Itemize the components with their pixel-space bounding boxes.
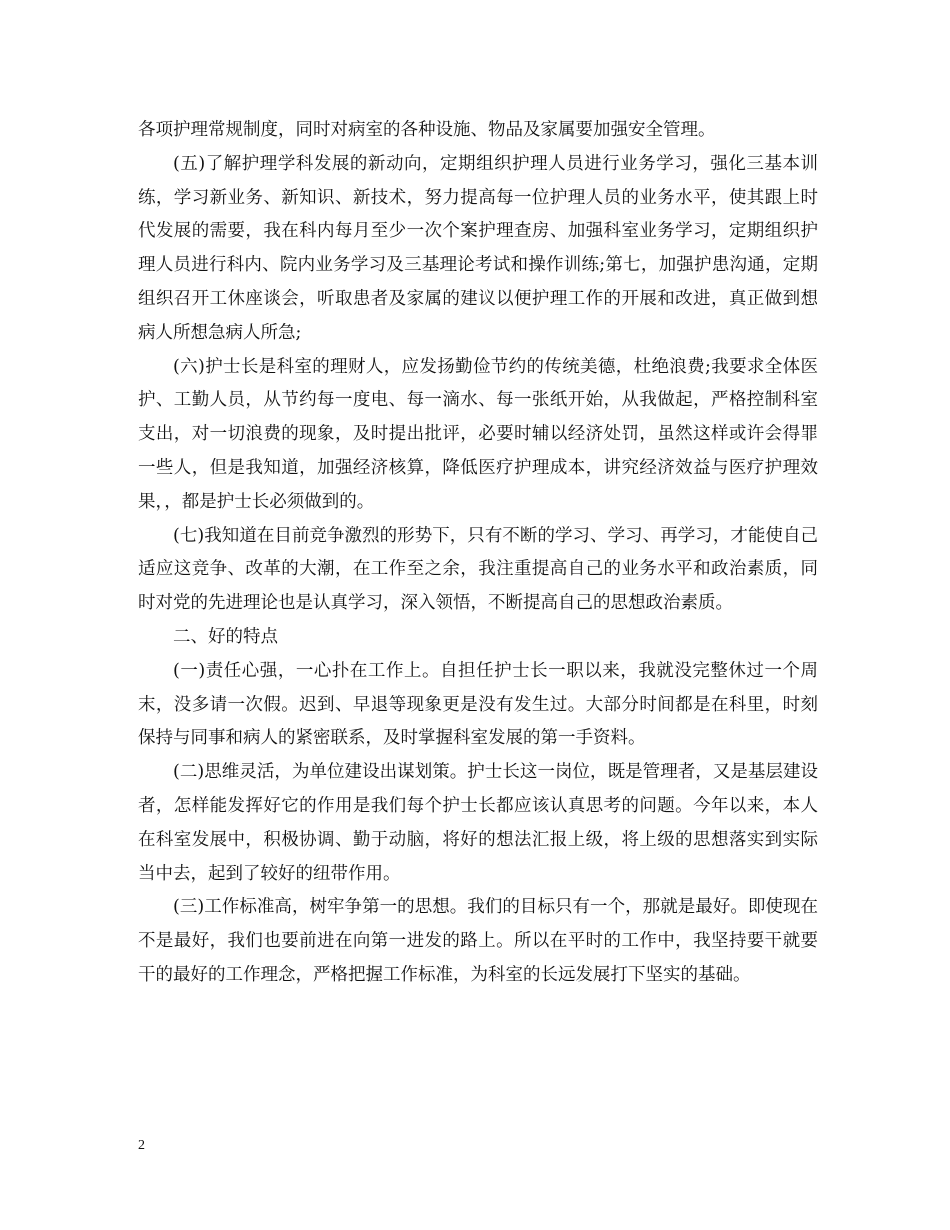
paragraph-continuation: 各项护理常规制度，同时对病室的各种设施、物品及家属要加强安全管理。 (138, 120, 716, 140)
paragraph-strength-one: (一)责任心强，一心扑在工作上。自担任护士长一职以来，我就没完整休过一个周末，没多请一次假。迟到、早退等现象更是没有发生过。大部分时间都是在科里，时刻保持与同事和病人的紧密联系，及时掌握科室发展的第一手资料。 (138, 660, 818, 749)
paragraph-item-seven: (七)我知道在目前竞争激烈的形势下，只有不断的学习、学习、再学习，才能使自己适应这竞争、改革的大潮，在工作至之余，我注重提高自己的业务水平和政治素质，同时对党的先进理论也是认真学习，深入领悟，不断提高自己的思想政治素质。 (138, 525, 818, 614)
page-number: 2 (138, 1138, 145, 1153)
paragraph-item-six: (六)护士长是科室的理财人，应发扬勤俭节约的传统美德，杜绝浪费;我要求全体医护、工勤人员，从节约每一度电、每一滴水、每一张纸开始，从我做起，严格控制科室支出，对一切浪费的现象，及时提出批评，必要时辅以经济处罚，虽然这样或许会得罪一些人，但是我知道，加强经济核算，降低医疗护理成本，讲究经济效益与医疗护理效果，，都是护士长必须做到的。 (138, 356, 818, 512)
section-heading: 二、好的特点 (173, 626, 278, 647)
paragraph-strength-three: (三)工作标准高，树牢争第一的思想。我们的目标只有一个，那就是最好。即使现在不是最好，我们也要前进在向第一进发的路上。所以在平时的工作中，我坚持要干就要干的最好的工作理念，严格把握工作标准，为科室的长远发展打下坚实的基础。 (138, 897, 818, 985)
document-body (138, 114, 818, 993)
paragraph-item-five: (五)了解护理学科发展的新动向，定期组织护理人员进行业务学习，强化三基本训练，学习新业务、新知识、新技术，努力提高每一位护理人员的业务水平，使其跟上时代发展的需要，我在科内每月至少一次个案护理查房、加强科室业务学习，定期组织护理人员进行科内、院内业务学习及三基理论考试和操作训练;第七，加强护患沟通，定期组织召开工休座谈会，听取患者及家属的建议以便护理工作的开展和改进，真正做到想病人所想急病人所急; (138, 153, 818, 343)
paragraph-strength-two: (二)思维灵活，为单位建设出谋划策。护士长这一岗位，既是管理者，又是基层建设者，怎样能发挥好它的作用是我们每个护士长都应该认真思考的问题。今年以来，本人在科室发展中，积极协调、勤于动脑，将好的想法汇报上级，将上级的思想落实到实际当中去，起到了较好的纽带作用。 (138, 762, 818, 884)
